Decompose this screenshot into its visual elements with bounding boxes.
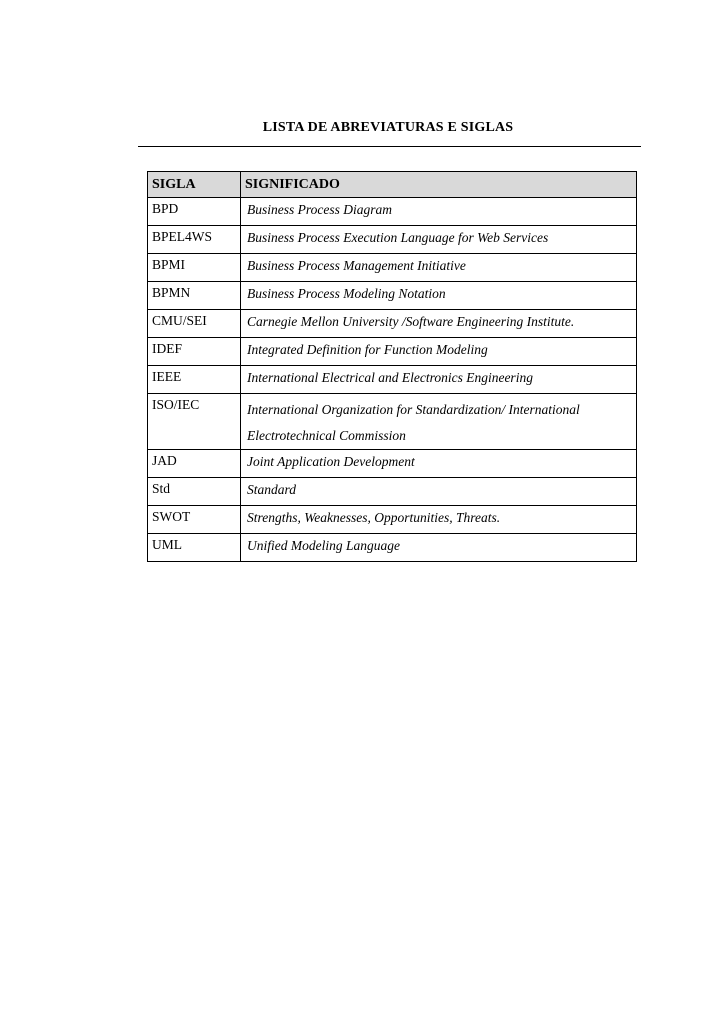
meaning-cell: Carnegie Mellon University /Software Engineering Institute. <box>241 310 637 338</box>
column-header-sigla: SIGLA <box>148 172 241 198</box>
sigla-cell: JAD <box>148 450 241 478</box>
sigla-cell: BPD <box>148 198 241 226</box>
meaning-cell: International Electrical and Electronics Engineering <box>241 366 637 394</box>
meaning-cell: Business Process Modeling Notation <box>241 282 637 310</box>
meaning-cell: Integrated Definition for Function Modeling <box>241 338 637 366</box>
sigla-cell: IEEE <box>148 366 241 394</box>
meaning-cell: Unified Modeling Language <box>241 534 637 562</box>
sigla-cell: ISO/IEC <box>148 394 241 450</box>
sigla-cell: UML <box>148 534 241 562</box>
table-row <box>148 338 637 366</box>
sigla-cell: BPEL4WS <box>148 226 241 254</box>
meaning-cell: Joint Application Development <box>241 450 637 478</box>
table-row <box>148 282 637 310</box>
title-divider <box>138 146 641 147</box>
column-header-significado: SIGNIFICADO <box>241 172 637 198</box>
table-row <box>148 534 637 562</box>
sigla-cell: SWOT <box>148 506 241 534</box>
table-row <box>148 310 637 338</box>
sigla-cell: BPMN <box>148 282 241 310</box>
meaning-cell: Strengths, Weaknesses, Opportunities, Threats. <box>241 506 637 534</box>
sigla-cell: BPMI <box>148 254 241 282</box>
table-row <box>148 506 637 534</box>
meaning-cell: Standard <box>241 478 637 506</box>
table-row <box>148 226 637 254</box>
meaning-cell: Business Process Execution Language for Web Services <box>241 226 637 254</box>
table-row <box>148 394 637 450</box>
sigla-cell: CMU/SEI <box>148 310 241 338</box>
meaning-cell: Business Process Diagram <box>241 198 637 226</box>
table-row <box>148 366 637 394</box>
meaning-cell: International Organization for Standardization/ International Electrotechnical Commission <box>241 394 637 450</box>
table-row <box>148 198 637 226</box>
abbreviations-table <box>147 171 637 562</box>
meaning-cell: Business Process Management Initiative <box>241 254 637 282</box>
table-row <box>148 450 637 478</box>
sigla-cell: IDEF <box>148 338 241 366</box>
table-row <box>148 254 637 282</box>
table-header-row <box>148 172 637 198</box>
sigla-cell: Std <box>148 478 241 506</box>
table-row <box>148 478 637 506</box>
page-title: LISTA DE ABREVIATURAS E SIGLAS <box>262 120 514 135</box>
